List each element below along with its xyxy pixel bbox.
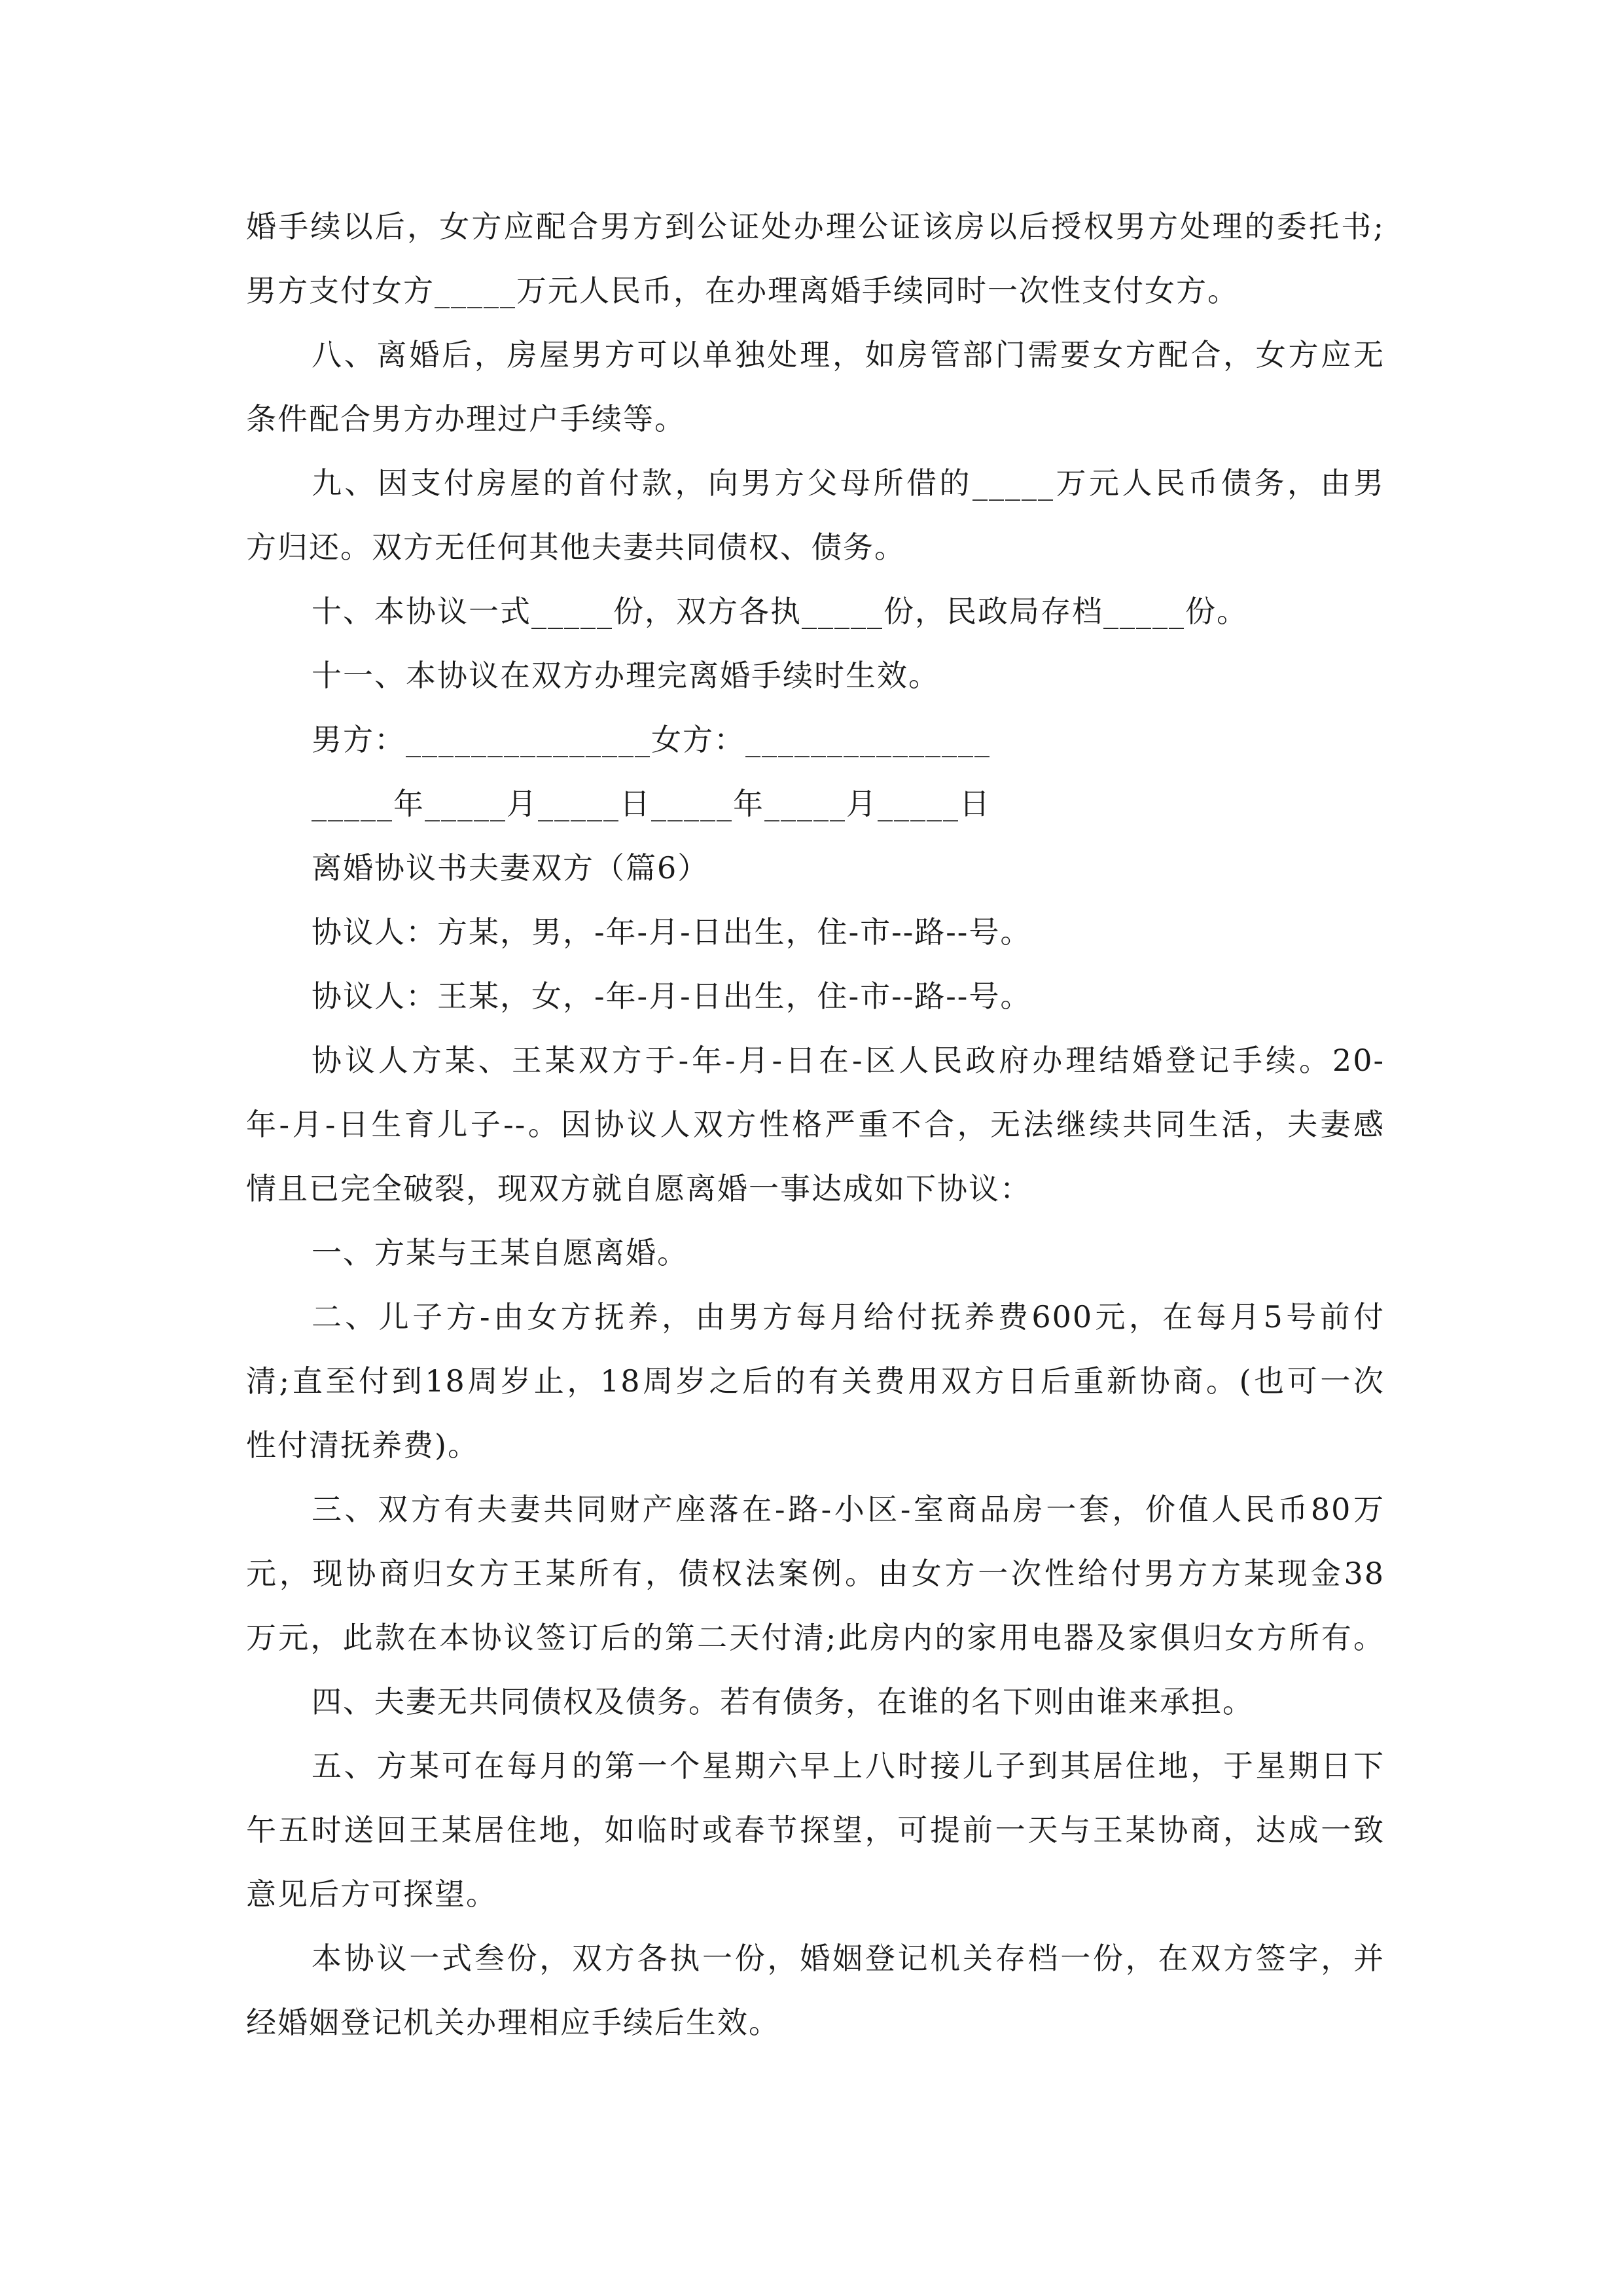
text-line-8: 十一、本协议在双方办理完离婚手续时生效。 (312, 658, 940, 693)
text-line-18: 二、儿子方-由女方抚养，由男方每月给付抚养费600元，在每月5号前付 (312, 1299, 1385, 1335)
text-line-14: 协议人方某、王某双方于-年-月-日在-区人民政府办理结婚登记手续。20- (312, 1043, 1385, 1078)
text-line-15: 年-月-日生育儿子--。因协议人双方性格严重不合，无法继续共同生活，夫妻感 (246, 1107, 1385, 1142)
text-line-16: 情且已完全破裂，现双方就自愿离婚一事达成如下协议： (246, 1171, 1031, 1206)
text-line-29: 经婚姻登记机关办理相应手续后生效。 (246, 2005, 780, 2040)
text-line-22: 元，现协商归女方王某所有，债权法案例。由女方一次性给付男方方某现金38 (246, 1556, 1385, 1591)
text-line-23: 万元，此款在本协议签订后的第二天付清;此房内的家用电器及家俱归女方所有。 (246, 1620, 1385, 1655)
section-title: 离婚协议书夫妻双方（篇6） (312, 850, 709, 886)
text-line-20: 性付清抚养费)。 (246, 1427, 479, 1463)
text-line-2: 男方支付女方_____万元人民币，在办理离婚手续同时一次性支付女方。 (246, 273, 1239, 308)
text-line-1: 婚手续以后，女方应配合男方到公证处办理公证该房以后授权男方处理的委托书; (246, 209, 1385, 244)
text-line-4: 条件配合男方办理过户手续等。 (246, 401, 686, 437)
text-line-27: 意见后方可探望。 (246, 1876, 497, 1912)
text-line-21: 三、双方有夫妻共同财产座落在-路-小区-室商品房一套，价值人民币80万 (312, 1492, 1385, 1527)
text-line-6: 方归还。双方无任何其他夫妻共同债权、债务。 (246, 529, 906, 565)
text-line-19: 清;直至付到18周岁止，18周岁之后的有关费用双方日后重新协商。(也可一次 (246, 1363, 1385, 1399)
text-line-28: 本协议一式叁份，双方各执一份，婚姻登记机关存档一份，在双方签字，并 (312, 1941, 1385, 1976)
text-line-26: 午五时送回王某居住地，如临时或春节探望，可提前一天与王某协商，达成一致 (246, 1812, 1385, 1848)
text-line-7: 十、本协议一式_____份，双方各执_____份，民政局存档_____份。 (312, 594, 1248, 629)
signature-line: 男方：_______________女方：_______________ (312, 722, 991, 757)
text-line-5: 九、因支付房屋的首付款，向男方父母所借的_____万元人民币债务，由男 (312, 465, 1385, 501)
text-line-17: 一、方某与王某自愿离婚。 (312, 1235, 688, 1270)
text-line-13: 协议人：王某，女，-年-月-日出生，住-市--路--号。 (312, 978, 1032, 1014)
text-line-25: 五、方某可在每月的第一个星期六早上八时接儿子到其居住地，于星期日下 (312, 1748, 1385, 1784)
text-line-12: 协议人：方某，男，-年-月-日出生，住-市--路--号。 (312, 914, 1032, 950)
date-line: _____年_____月_____日_____年_____月_____日 (312, 786, 991, 821)
text-line-24: 四、夫妻无共同债权及债务。若有债务，在谁的名下则由谁来承担。 (312, 1684, 1254, 1719)
text-line-3: 八、离婚后，房屋男方可以单独处理，如房管部门需要女方配合，女方应无 (312, 337, 1385, 372)
